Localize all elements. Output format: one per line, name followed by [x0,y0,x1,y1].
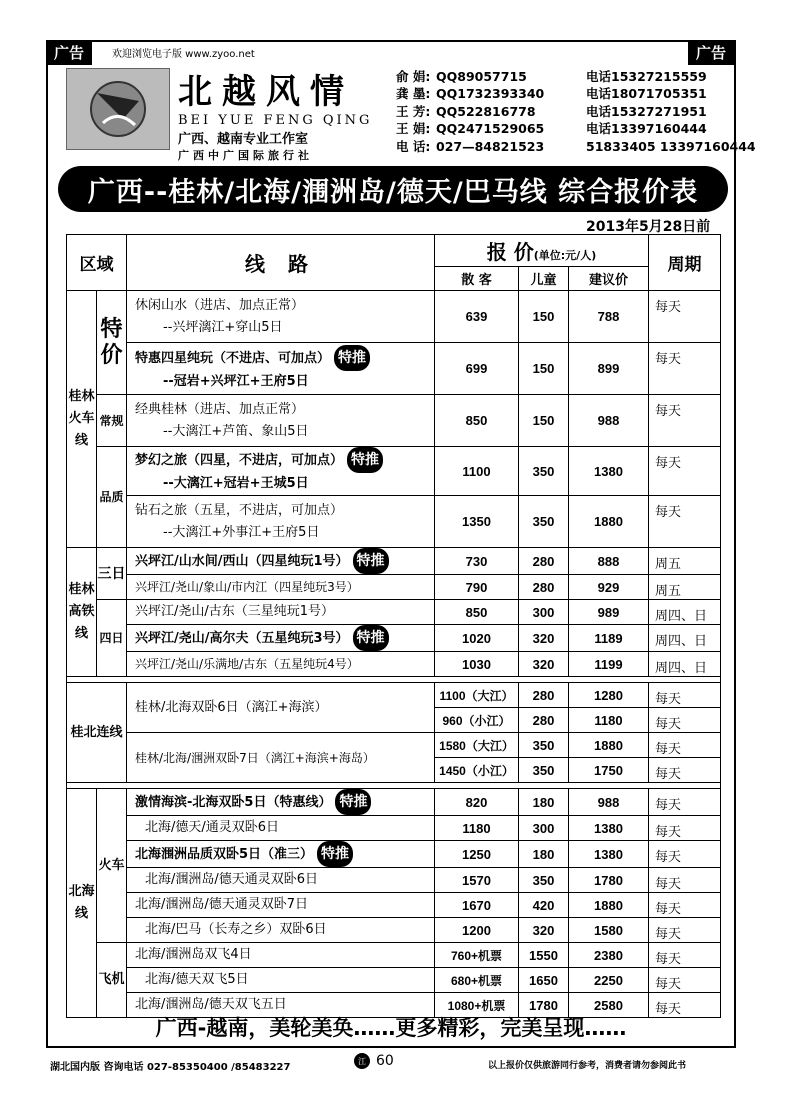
group-beihai: 北海线 [67,789,97,1018]
price-child: 150 [519,395,569,447]
price-child: 350 [519,447,569,496]
price-adult: 1180 [435,816,519,841]
price-adult: 1030 [435,652,519,677]
price-adult: 639 [435,291,519,343]
price-adult: 730 [435,548,519,575]
price-adult: 790 [435,575,519,600]
price-adult: 1250 [435,841,519,868]
route-cell: 兴坪江/尧山/象山/市内江（四星纯玩3号） [127,575,435,600]
route-cell: 桂林/北海双卧6日（漓江+海滨） [127,683,435,733]
price-suggest: 1189 [569,625,649,652]
brand-org: 广西中广国际旅行社 [178,149,313,162]
contact-qq: QQ522816778 [436,103,536,119]
brand-name: 北越风情 [178,72,354,112]
price-child: 350 [519,868,569,893]
period: 周五 [649,548,721,575]
price-suggest: 1199 [569,652,649,677]
price-adult: 1100 [435,447,519,496]
price-child: 280 [519,683,569,708]
contact-list [396,68,756,155]
price-suggest: 1580 [569,918,649,943]
contact-name: 俞 娟: [396,69,431,84]
route-cell: 特惠四星纯玩（不进店、可加点） 特推 --冠岩+兴坪江+王府5日 [127,343,435,395]
period: 每天 [649,893,721,918]
period: 每天 [649,968,721,993]
price-adult: 680+机票 [435,968,519,993]
price-suggest: 988 [569,395,649,447]
sub-quality: 品质 [97,447,127,548]
price-adult: 1570 [435,868,519,893]
price-suggest: 988 [569,789,649,816]
sub-three-day: 三日 [97,548,127,600]
price-child: 150 [519,291,569,343]
site-url[interactable]: 欢迎浏览电子版 www.zyoo.net [112,49,255,60]
route-cell: 兴坪江/山水间/西山（四星纯玩1号） 特推 [127,548,435,575]
group-guilin-rail: 桂林高铁线 [67,548,97,677]
price-table [66,234,721,1018]
period: 每天 [649,758,721,783]
price-suggest: 1180 [569,708,649,733]
period: 每天 [649,816,721,841]
price-suggest: 888 [569,548,649,575]
route-cell: 激情海滨-北海双卧5日（特惠线） 特推 [127,789,435,816]
page-num-text: 60 [376,1053,394,1069]
route-cell: 北海/涠洲岛/德天通灵双卧7日 [127,893,435,918]
logo-icon [83,79,153,139]
price-child: 1780 [519,993,569,1018]
contact-name: 王 娟: [396,121,431,137]
period: 每天 [649,789,721,816]
ad-label-left: 广告 [46,40,92,65]
price-adult: 1080+机票 [435,993,519,1018]
footer-disclaimer: 以上报价仅供旅游同行参考，消费者请勿参阅此书 [488,1061,687,1071]
contact-qq: QQ1732393340 [436,86,545,102]
price-child: 320 [519,652,569,677]
contact-qq: QQ2471529065 [436,121,545,137]
footer-slogan: 广西-越南，美轮美奂……更多精彩，完美呈现…… [155,1016,627,1040]
price-child: 350 [519,758,569,783]
period: 每天 [649,291,721,343]
price-adult: 1020 [435,625,519,652]
price-adult: 1580（大江） [435,733,519,758]
price-child: 150 [519,343,569,395]
price-adult: 960（小江） [435,708,519,733]
price-child: 180 [519,789,569,816]
contact-row [396,120,756,137]
sub-flight: 飞机 [97,943,127,1018]
sub-four-day: 四日 [97,600,127,677]
header-adult: 散 客 [435,267,519,291]
header-price: 报 价(单位:元/人) [435,235,649,267]
contact-tel: 电话13397160444 [586,121,707,137]
route-cell: 梦幻之旅（四星，不进店，可加点） 特推 --大漓江+冠岩+王城5日 [127,447,435,496]
period: 每天 [649,868,721,893]
price-child: 300 [519,816,569,841]
price-date: 2013年5月28日前 [586,219,711,235]
route-cell: 北海/德天双飞5日 [127,968,435,993]
price-suggest: 2580 [569,993,649,1018]
price-adult: 699 [435,343,519,395]
period: 周四、日 [649,600,721,625]
price-child: 1650 [519,968,569,993]
price-child: 350 [519,733,569,758]
brand-block [178,64,388,163]
route-cell: 北海/巴马（长寿之乡）双卧6日 [127,918,435,943]
sub-regular: 常规 [97,395,127,447]
route-cell: 北海/涠洲岛双飞4日 [127,943,435,968]
contact-name: 电 话: [396,138,431,154]
price-adult: 1350 [435,496,519,548]
period: 每天 [649,447,721,496]
route-cell: 钻石之旅（五星，不进店，可加点） --大漓江+外事江+王府5日 [127,496,435,548]
route-cell: 北海/涠洲岛/德天通灵双卧6日 [127,868,435,893]
price-suggest: 1880 [569,496,649,548]
contact-tel: 51833405 13397160444 [586,138,756,154]
price-suggest: 1380 [569,447,649,496]
price-suggest: 1780 [569,868,649,893]
period: 每天 [649,841,721,868]
logo [66,68,170,150]
period: 每天 [649,708,721,733]
price-adult: 1200 [435,918,519,943]
price-child: 280 [519,548,569,575]
route-cell: 北海涠洲品质双卧5日（准三） 特推 [127,841,435,868]
contact-tel: 电话15327271951 [586,103,707,119]
brand-pinyin: BEI YUE FENG QING [178,113,373,128]
recommend-badge: 特推 [335,789,371,815]
recommend-badge: 特推 [317,841,353,867]
recommend-badge: 特推 [353,625,389,651]
price-child: 180 [519,841,569,868]
sub-train: 火车 [97,789,127,943]
sub-special: 特价 [97,291,127,395]
price-suggest: 899 [569,343,649,395]
price-adult: 1450（小江） [435,758,519,783]
period: 每天 [649,918,721,943]
contact-qq: QQ89057715 [436,69,527,84]
period: 每天 [649,733,721,758]
page-title: 广西--桂林/北海/涠洲岛/德天/巴马线 综合报价表 [58,166,728,212]
price-child: 1550 [519,943,569,968]
period: 周五 [649,575,721,600]
price-suggest: 1380 [569,841,649,868]
route-cell: 兴坪江/尧山/古东（三星纯玩1号） [127,600,435,625]
route-cell: 北海/涠洲岛/德天双飞五日 [127,993,435,1018]
header-child: 儿童 [519,267,569,291]
route-cell: 兴坪江/尧山/乐满地/古东（五星纯玩4号） [127,652,435,677]
contact-row [396,138,756,155]
price-adult: 1100（大江） [435,683,519,708]
route-cell: 经典桂林（进店、加点正常） --大漓江+芦笛、象山5日 [127,395,435,447]
contact-row [396,85,756,102]
price-child: 320 [519,918,569,943]
price-child: 280 [519,708,569,733]
group-guibei: 桂北连线 [67,683,127,783]
price-suggest: 989 [569,600,649,625]
price-suggest: 929 [569,575,649,600]
period: 每天 [649,496,721,548]
route-cell: 北海/德天/通灵双卧6日 [127,816,435,841]
recommend-badge: 特推 [334,345,370,371]
recommend-badge: 特推 [353,548,389,574]
period: 每天 [649,993,721,1018]
recommend-badge: 特推 [347,447,383,473]
price-adult: 850 [435,395,519,447]
period: 每天 [649,395,721,447]
contact-name: 龚 墨: [396,86,431,102]
route-cell: 桂林/北海/涠洲双卧7日（漓江+海滨+海岛） [127,733,435,783]
header-period: 周期 [649,235,721,291]
price-suggest: 1880 [569,893,649,918]
price-child: 300 [519,600,569,625]
price-child: 280 [519,575,569,600]
contact-row [396,68,756,85]
price-adult: 760+机票 [435,943,519,968]
contact-tel: 电话15327215559 [586,69,707,84]
footer-contact: 湖北国内版 咨询电话 027-85350400 /85483227 [50,1062,291,1073]
price-child: 420 [519,893,569,918]
period: 每天 [649,343,721,395]
price-suggest: 1280 [569,683,649,708]
contact-name: 王 芳: [396,103,431,119]
page-mark-icon: 江 [354,1053,370,1069]
price-suggest: 1380 [569,816,649,841]
header-route: 线 路 [127,235,435,291]
period: 每天 [649,683,721,708]
page-number [354,1053,394,1069]
header-suggest: 建议价 [569,267,649,291]
header-region: 区域 [67,235,127,291]
price-adult: 850 [435,600,519,625]
period: 周四、日 [649,625,721,652]
brand-tagline: 广西、越南专业工作室 [178,132,309,147]
price-suggest: 1750 [569,758,649,783]
price-child: 350 [519,496,569,548]
group-guilin-train: 桂林火车线 [67,291,97,548]
period: 周四、日 [649,652,721,677]
price-suggest: 2250 [569,968,649,993]
contact-row [396,103,756,120]
price-suggest: 1880 [569,733,649,758]
route-cell: 兴坪江/尧山/高尔夫（五星纯玩3号） 特推 [127,625,435,652]
contact-tel: 电话18071705351 [586,86,707,102]
ad-label-right: 广告 [688,40,734,65]
price-child: 320 [519,625,569,652]
price-suggest: 2380 [569,943,649,968]
price-adult: 1670 [435,893,519,918]
contact-qq: 027—84821523 [436,138,545,154]
price-suggest: 788 [569,291,649,343]
price-adult: 820 [435,789,519,816]
period: 每天 [649,943,721,968]
route-cell: 休闲山水（进店、加点正常） --兴坪漓江+穿山5日 [127,291,435,343]
